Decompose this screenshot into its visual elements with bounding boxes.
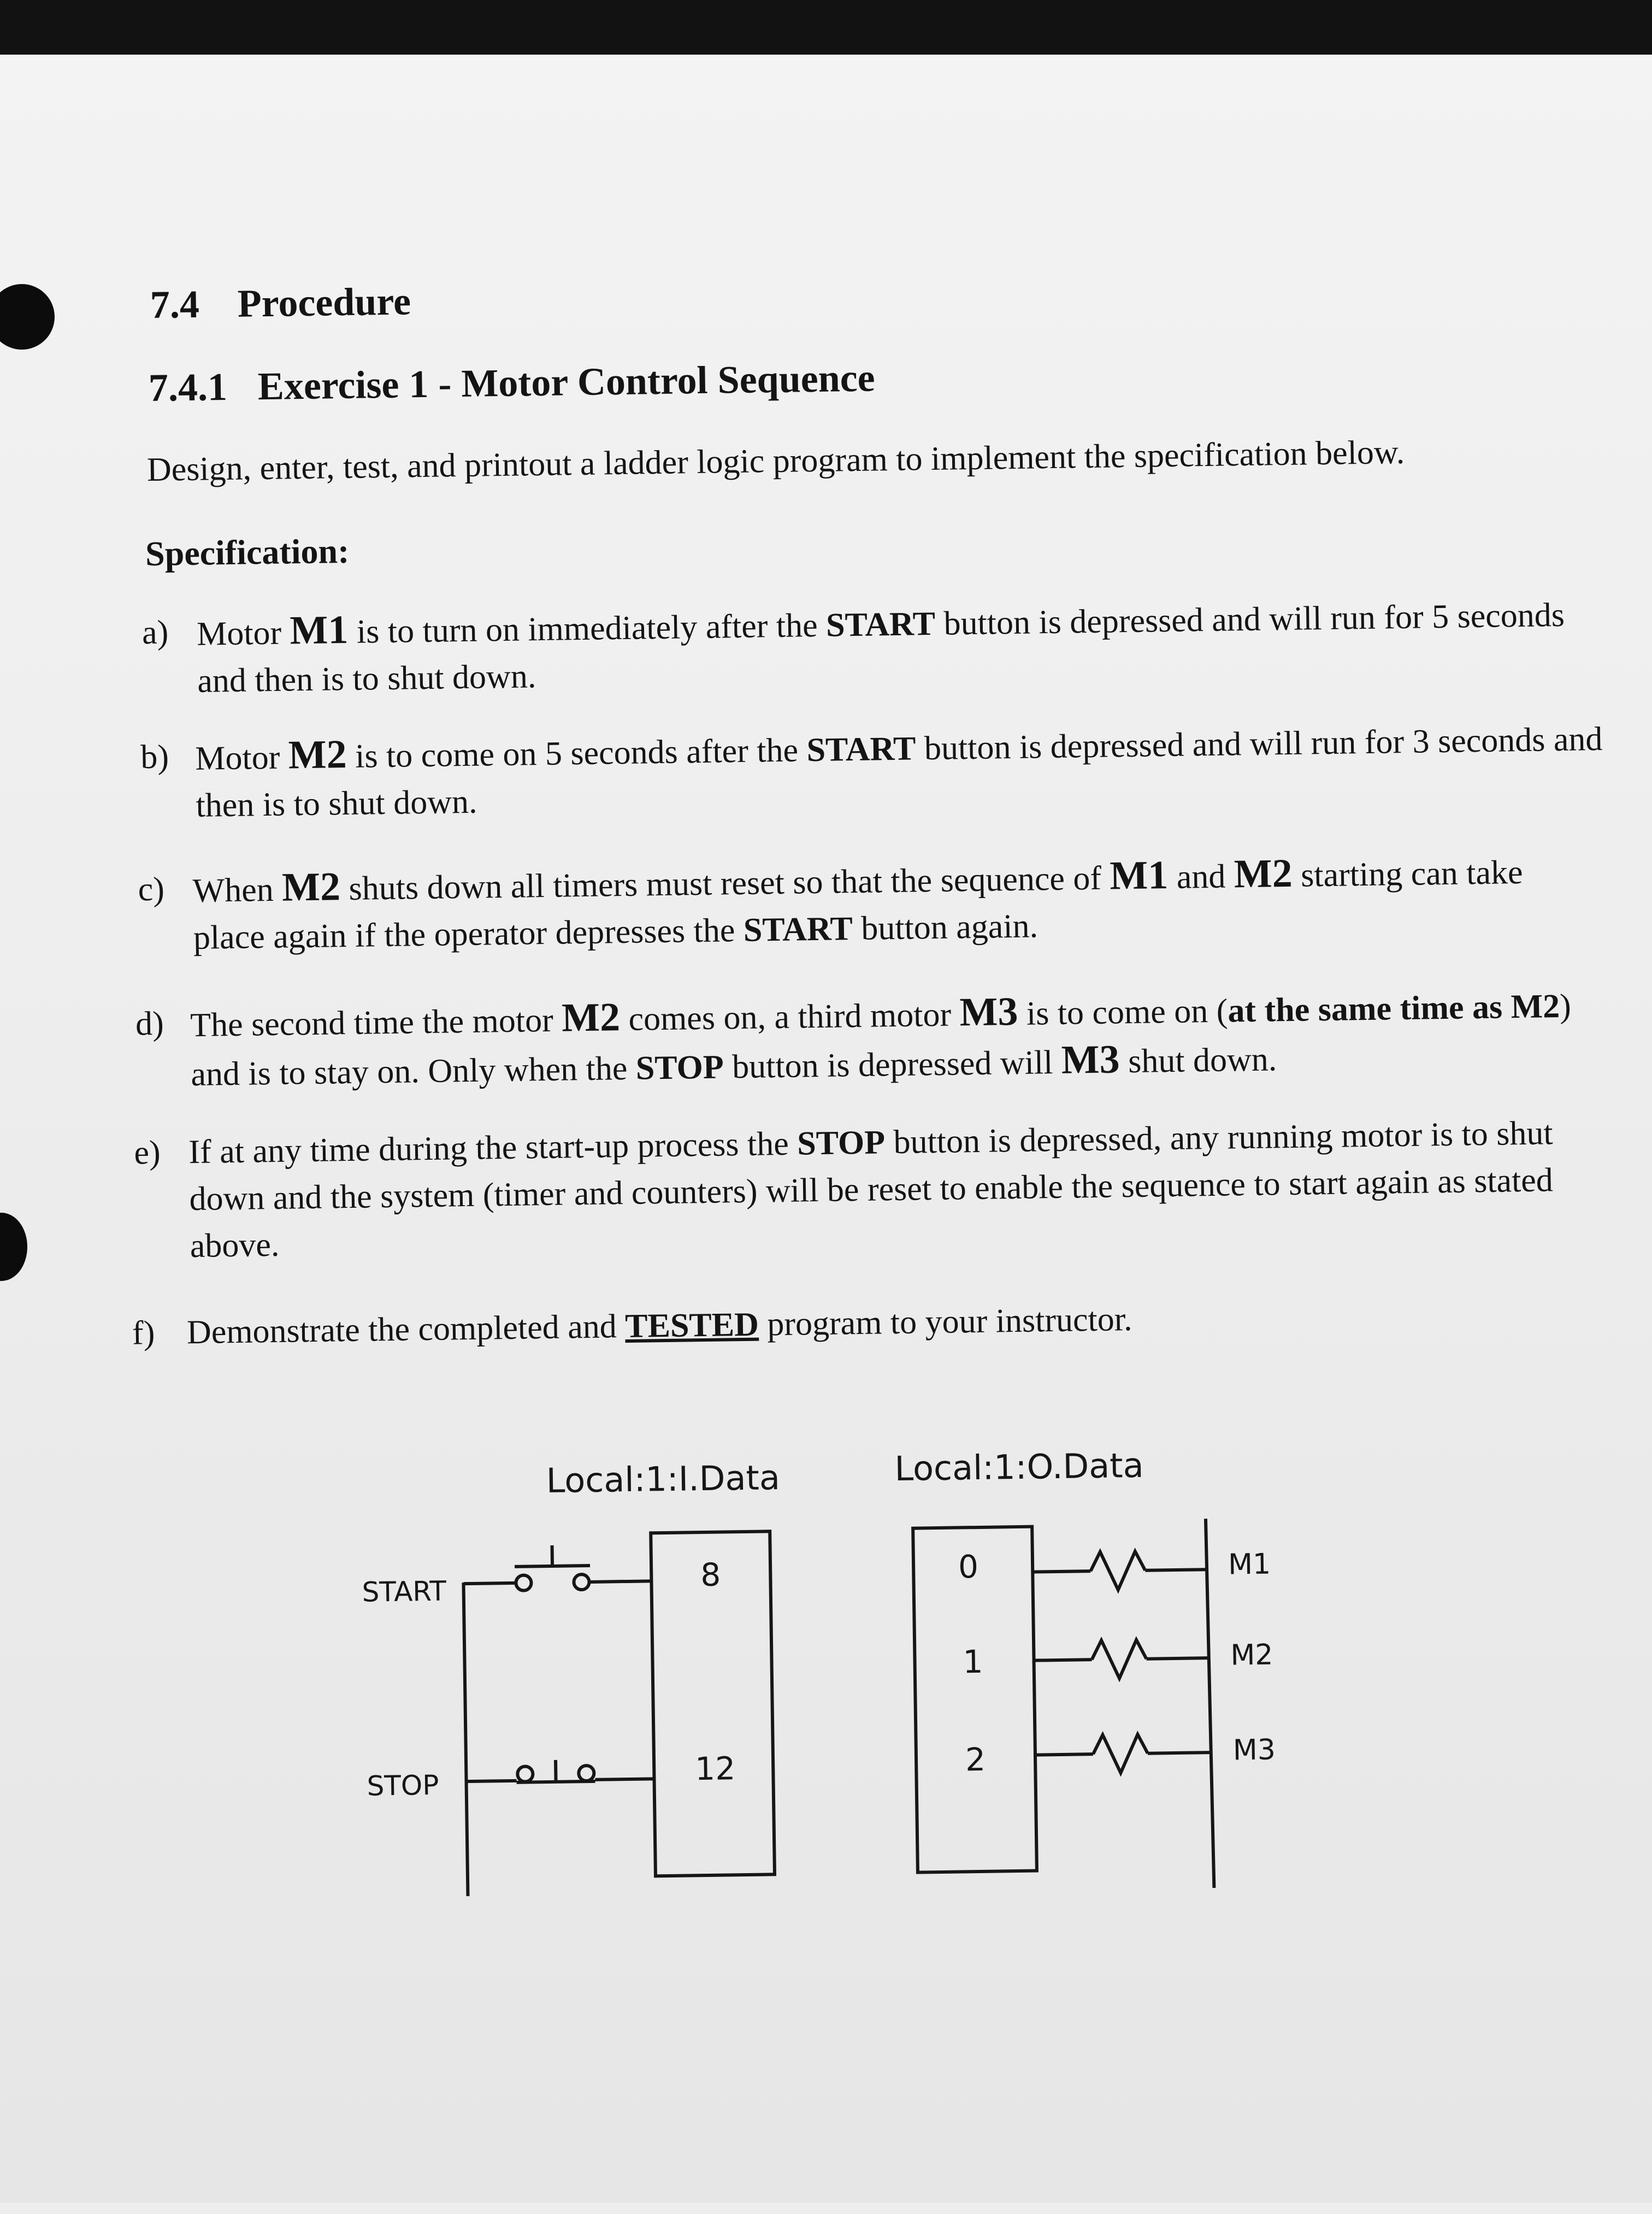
motor-load-m3-symbol [1035, 1733, 1211, 1774]
output-module-title: Local:1:O.Data [894, 1445, 1144, 1489]
motor-label-m1: M1 [1228, 1548, 1271, 1581]
motor-load-m1-symbol [1032, 1550, 1207, 1591]
item-text: When M2 shuts down all timers must reset so that the sequence of M1 and M2 starting can take place again if the operator depresses the START button again. [192, 851, 1523, 957]
item-text: Demonstrate the completed and TESTED program to your instructor. [186, 1301, 1132, 1351]
output-terminal-0: 0 [958, 1548, 979, 1586]
motor-label-m2: M2 [1230, 1638, 1273, 1672]
input-terminal-8: 8 [700, 1556, 721, 1594]
input-module-title: Local:1:I.Data [546, 1457, 781, 1501]
input-terminal-12: 12 [694, 1750, 736, 1788]
output-terminal-1: 1 [963, 1643, 983, 1681]
stop-label: STOP [367, 1769, 439, 1802]
item-marker: f) [132, 1314, 155, 1352]
input-bus-line [463, 1583, 468, 1896]
item-text: If at any time during the start-up process the STOP button is depressed, any running motor is to shut down and the system (timer and counters) will be reset to enable the sequence to start again as stated above. [188, 1114, 1554, 1265]
exercise-number: 7.4.1 [148, 365, 228, 410]
start-pushbutton-symbol [463, 1544, 652, 1591]
motor-label-m3: M3 [1232, 1733, 1276, 1767]
section-title: Procedure [237, 279, 411, 326]
output-bus-line [1206, 1519, 1214, 1888]
motor-load-m2-symbol [1034, 1639, 1209, 1679]
output-terminal-2: 2 [965, 1740, 986, 1779]
item-marker: d) [135, 1005, 164, 1043]
start-label: START [362, 1575, 447, 1608]
item-marker: a) [141, 613, 169, 652]
item-text: The second time the motor M2 comes on, a third motor M3 is to come on (at the same time as M2) and is to stay on. Only when the STOP button is depressed will M3 shut down. [190, 987, 1572, 1094]
intro-paragraph: Design, enter, test, and printout a ladder logic program to implement the specification below. [146, 433, 1405, 489]
item-marker: e) [133, 1133, 161, 1172]
exercise-title: Exercise 1 - Motor Control Sequence [257, 356, 876, 409]
item-text: Motor M1 is to turn on immediately after the START button is depressed and will run for 5 seconds and then is to shut down. [196, 596, 1565, 700]
item-text: Motor M2 is to come on 5 seconds after the START button is depressed and will run for 3 seconds and then is to shut down. [194, 720, 1603, 824]
item-marker: c) [138, 870, 165, 908]
section-number: 7.4 [150, 282, 200, 327]
stop-pushbutton-symbol [466, 1758, 654, 1783]
item-marker: b) [140, 738, 169, 776]
specification-label: Specification: [145, 531, 350, 574]
